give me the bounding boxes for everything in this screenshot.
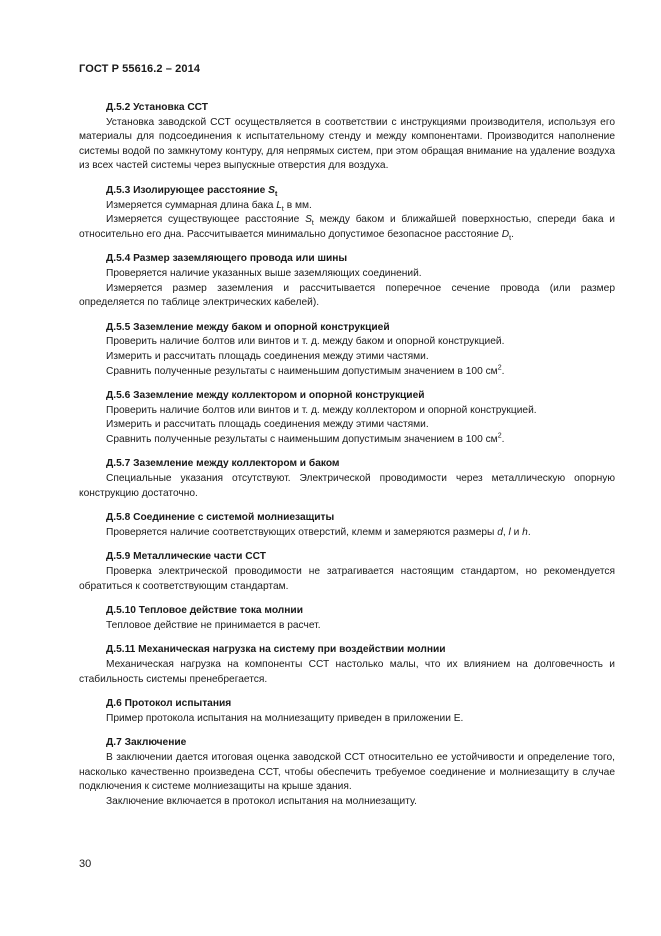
section-d-5-4: [79, 252, 615, 310]
section-paragraph: Проверить наличие болтов или винтов и т. д. между коллектором и опорной конструкцией.: [106, 404, 537, 416]
section-d-5-8: [79, 511, 615, 540]
section-paragraph: Измеряется размер заземления и рассчитывается поперечное сечение провода (или размер определяется по таблице электрических кабелей).: [79, 282, 615, 309]
section-d-5-11: [79, 643, 615, 687]
section-paragraph: Проверяется наличие соответствующих отверстий, клемм и замеряются размеры d, l и h.: [106, 526, 531, 538]
section-d-5-6: [79, 389, 615, 447]
section-paragraph: Специальные указания отсутствуют. Электрической проводимости через металлическую опорную конструкцию достаточно.: [79, 473, 615, 499]
section-d-5-9: [79, 550, 615, 594]
section-paragraph: Сравнить полученные результаты с наименьшим допустимым значением в 100 $см^2$.: [106, 364, 505, 377]
section-heading: Д.5.5 Заземление между баком и опорной конструкцией: [106, 321, 390, 333]
section-paragraph: Проверка электрической проводимости не затрагивается настоящим стандартом, но рекомендуется обратиться к соответствующим стандартам.: [79, 566, 615, 592]
section-heading: Д.7 Заключение: [106, 737, 187, 749]
section-paragraph: Сравнить полученные результаты с наименьшим допустимым значением в 100 $см^2$.: [106, 432, 505, 445]
document-header: ГОСТ Р 55616.2 – 2014: [79, 63, 201, 75]
section-paragraph: Механическая нагрузка на компоненты ССТ настолько малы, что их влиянием на долговечность и стабильность системы пренебрегается.: [79, 659, 615, 685]
section-d-6: [79, 697, 615, 726]
section-heading: Д.5.4 Размер заземляющего провода или шины: [106, 253, 348, 265]
section-paragraph: Измерить и рассчитать площадь соединения между этими частями.: [106, 350, 429, 362]
section-heading: Д.5.2 Установка ССТ: [106, 102, 209, 113]
document-body: [79, 101, 615, 819]
section-heading: Д.5.11 Механическая нагрузка на систему при воздействии молнии: [106, 644, 446, 656]
section-paragraph: Установка заводской ССТ осуществляется в соответствии с инструкциями производителя, используя его материалы для подсоединения к испытательному стенду и между компонентами. Производится наполнение системы водой по замкнутому контуру, для непрямых систем, при этом обращая внимание на удаление воздуха из всех частей системы через выпускные отверстия для воздуха.: [79, 116, 615, 172]
section-heading: Д.5.10 Тепловое действие тока молнии: [106, 605, 303, 617]
section-d-5-10: [79, 604, 615, 633]
section-d-5-5: [79, 321, 615, 379]
section-paragraph: Тепловое действие не принимается в расчет.: [106, 619, 321, 631]
section-paragraph: Измеряется суммарная длина бака $L_t$ в мм.: [106, 199, 312, 213]
section-paragraph: В заключении дается итоговая оценка заводской ССТ относительно ее устойчивости и определение того, насколько качественно произведена ССТ, чтобы обеспечить требуемое соединение и молниезащиту в случае подключения к системе молниезащиты на крыше здания.: [79, 751, 615, 793]
section-heading: Д.5.3 Изолирующее расстояние $S_t$: [106, 184, 278, 198]
section-paragraph: Измерить и рассчитать площадь соединения между этими частями.: [106, 419, 429, 431]
section-heading: Д.6 Протокол испытания: [106, 698, 232, 710]
section-heading: Д.5.8 Соединение с системой молниезащиты: [106, 512, 335, 524]
section-d-5-2: [79, 101, 615, 174]
section-paragraph: Проверяется наличие указанных выше заземляющих соединений.: [106, 267, 422, 279]
section-paragraph: Проверить наличие болтов или винтов и т. д. между баком и опорной конструкцией.: [106, 336, 505, 348]
section-paragraph: Пример протокола испытания на молниезащиту приведен в приложении Е.: [106, 712, 464, 724]
section-d-7: [79, 736, 615, 809]
section-paragraph: Заключение включается в протокол испытания на молниезащиту.: [106, 795, 417, 807]
section-d-5-3: [79, 184, 615, 242]
section-d-5-7: [79, 457, 615, 501]
section-heading: Д.5.9 Металлические части ССТ: [106, 551, 266, 563]
section-paragraph: Измеряется существующее расстояние $S_t$ между баком и ближайшей поверхностью, спереди бака и относительно его дна. Рассчитывается минимально допустимое безопасное расстояние $D_t$.: [79, 214, 615, 242]
section-heading: Д.5.7 Заземление между коллектором и баком: [106, 458, 340, 470]
page-number: 30: [79, 858, 92, 870]
section-heading: Д.5.6 Заземление между коллектором и опорной конструкцией: [106, 390, 425, 402]
